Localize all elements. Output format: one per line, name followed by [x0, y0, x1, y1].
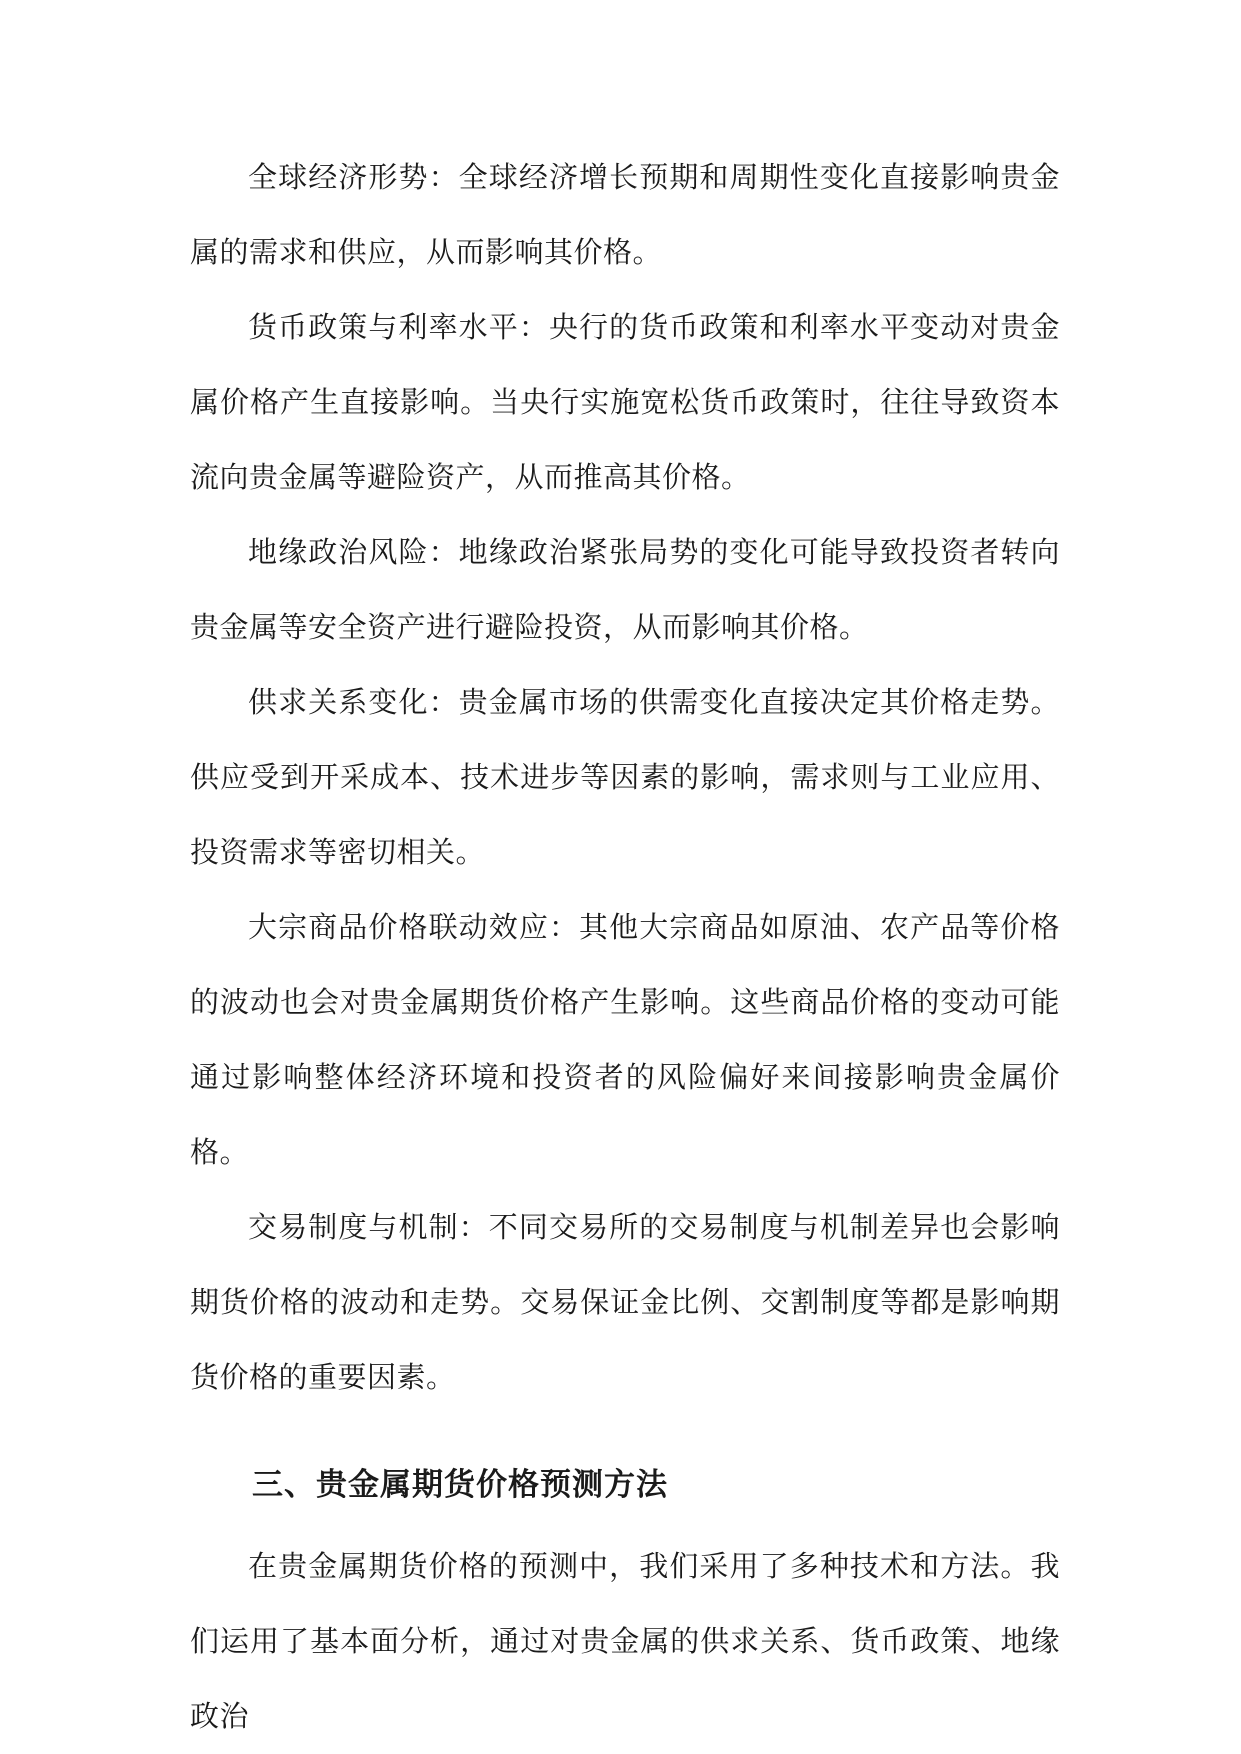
paragraph-commodity-linkage: 大宗商品价格联动效应：其他大宗商品如原油、农产品等价格的波动也会对贵金属期货价格产生影响。这些商品价格的变动可能通过影响整体经济环境和投资者的风险偏好来间接影响贵金属价格。 [190, 910, 1060, 1169]
paragraph-monetary-policy: 货币政策与利率水平：央行的货币政策和利率水平变动对贵金属价格产生直接影响。当央行实施宽松货币政策时，往往导致资本流向贵金属等避险资产，从而推高其价格。 [190, 310, 1060, 494]
paragraph-forecast-methods: 在贵金属期货价格的预测中，我们采用了多种技术和方法。我们运用了基本面分析，通过对贵金属的供求关系、货币政策、地缘政治 [190, 1549, 1060, 1733]
paragraph-geopolitical-risk: 地缘政治风险：地缘政治紧张局势的变化可能导致投资者转向贵金属等安全资产进行避险投资，从而影响其价格。 [190, 535, 1060, 644]
document-body [190, 140, 1060, 1754]
paragraph-global-economy: 全球经济形势：全球经济增长预期和周期性变化直接影响贵金属的需求和供应，从而影响其价格。 [190, 160, 1060, 269]
section-heading: 三、贵金属期货价格预测方法 [252, 1467, 668, 1503]
paragraph-supply-demand: 供求关系变化：贵金属市场的供需变化直接决定其价格走势。供应受到开采成本、技术进步等因素的影响，需求则与工业应用、投资需求等密切相关。 [190, 685, 1060, 869]
paragraph-trading-system: 交易制度与机制：不同交易所的交易制度与机制差异也会影响期货价格的波动和走势。交易保证金比例、交割制度等都是影响期货价格的重要因素。 [190, 1210, 1060, 1394]
